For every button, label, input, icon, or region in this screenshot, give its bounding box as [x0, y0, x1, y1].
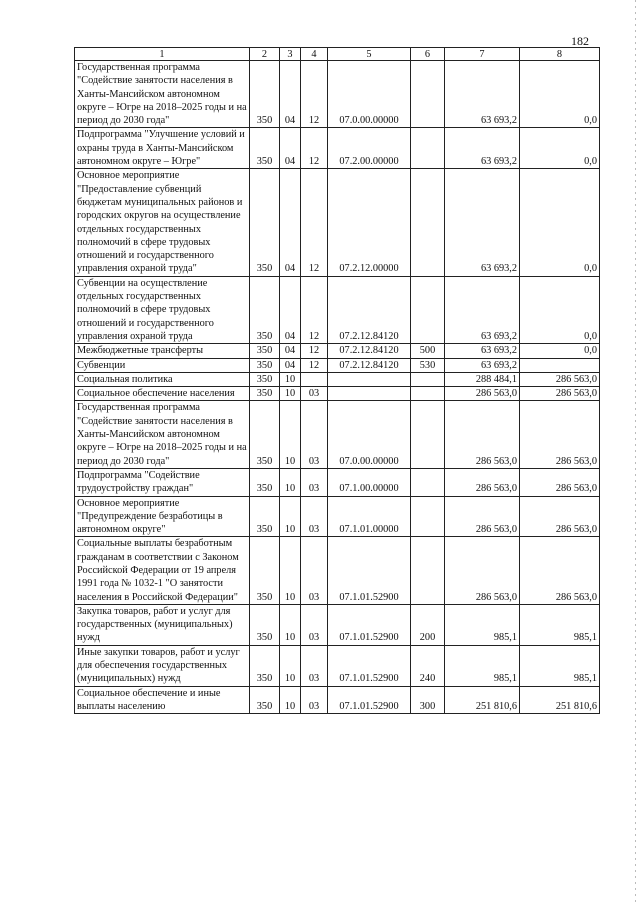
amount-col7-cell: 63 693,2: [445, 358, 520, 372]
admin-code-cell: 350: [250, 604, 280, 645]
expense-type-cell: [411, 387, 445, 401]
table-row: [75, 645, 600, 686]
expense-type-cell: [411, 401, 445, 468]
admin-code-cell: 350: [250, 128, 280, 169]
table-row: [75, 537, 600, 604]
target-article-cell: 07.1.01.00000: [328, 496, 411, 537]
page-number: 182: [571, 34, 589, 48]
table-row: [75, 401, 600, 468]
amount-col7-cell: 286 563,0: [445, 401, 520, 468]
scan-edge: [635, 0, 636, 905]
target-article-cell: 07.2.12.84120: [328, 344, 411, 358]
amount-col7-cell: 286 563,0: [445, 387, 520, 401]
section-cell: 04: [280, 344, 301, 358]
section-cell: 10: [280, 604, 301, 645]
admin-code-cell: 350: [250, 372, 280, 386]
column-header: 2: [250, 48, 280, 61]
row-name-cell: Межбюджетные трансферты: [75, 344, 250, 358]
section-cell: 04: [280, 128, 301, 169]
amount-col8-cell: 286 563,0: [520, 401, 600, 468]
expense-type-cell: [411, 537, 445, 604]
admin-code-cell: 350: [250, 468, 280, 496]
section-cell: 10: [280, 686, 301, 714]
table-row: [75, 604, 600, 645]
column-number-row: [75, 48, 600, 61]
amount-col7-cell: 286 563,0: [445, 537, 520, 604]
subsection-cell: 12: [301, 61, 328, 128]
amount-col7-cell: 63 693,2: [445, 276, 520, 343]
subsection-cell: 12: [301, 128, 328, 169]
admin-code-cell: 350: [250, 358, 280, 372]
amount-col8-cell: 0,0: [520, 61, 600, 128]
target-article-cell: 07.2.12.00000: [328, 169, 411, 276]
amount-col7-cell: 985,1: [445, 645, 520, 686]
row-name-cell: Подпрограмма "Улучшение условий и охраны труда в Ханты-Мансийском автономном округе – Югре": [75, 128, 250, 169]
table-row: [75, 169, 600, 276]
amount-col8-cell: 985,1: [520, 645, 600, 686]
amount-col7-cell: 286 563,0: [445, 496, 520, 537]
amount-col8-cell: 0,0: [520, 128, 600, 169]
column-header: 6: [411, 48, 445, 61]
amount-col7-cell: 985,1: [445, 604, 520, 645]
table-row: [75, 686, 600, 714]
table-body: [75, 61, 600, 714]
amount-col8-cell: 286 563,0: [520, 372, 600, 386]
table-row: [75, 372, 600, 386]
target-article-cell: 07.1.01.52900: [328, 604, 411, 645]
amount-col8-cell: 286 563,0: [520, 387, 600, 401]
amount-col7-cell: 63 693,2: [445, 344, 520, 358]
section-cell: 10: [280, 496, 301, 537]
amount-col7-cell: 63 693,2: [445, 128, 520, 169]
row-name-cell: Субвенции: [75, 358, 250, 372]
section-cell: 10: [280, 372, 301, 386]
subsection-cell: 03: [301, 401, 328, 468]
expense-type-cell: [411, 496, 445, 537]
column-header: 4: [301, 48, 328, 61]
row-name-cell: Основное мероприятие "Предупреждение безработицы в автономном округе": [75, 496, 250, 537]
subsection-cell: 03: [301, 468, 328, 496]
amount-col8-cell: 0,0: [520, 169, 600, 276]
section-cell: 10: [280, 645, 301, 686]
admin-code-cell: 350: [250, 344, 280, 358]
expense-type-cell: 300: [411, 686, 445, 714]
expense-type-cell: 530: [411, 358, 445, 372]
expense-type-cell: [411, 61, 445, 128]
expense-type-cell: [411, 372, 445, 386]
section-cell: 04: [280, 358, 301, 372]
section-cell: 04: [280, 276, 301, 343]
section-cell: 10: [280, 387, 301, 401]
amount-col8-cell: 0,0: [520, 344, 600, 358]
amount-col8-cell: 985,1: [520, 604, 600, 645]
section-cell: 04: [280, 61, 301, 128]
row-name-cell: Социальное обеспечение и иные выплаты населению: [75, 686, 250, 714]
table-row: [75, 276, 600, 343]
row-name-cell: Закупка товаров, работ и услуг для государственных (муниципальных) нужд: [75, 604, 250, 645]
table-row: [75, 61, 600, 128]
column-header: 3: [280, 48, 301, 61]
amount-col8-cell: 251 810,6: [520, 686, 600, 714]
target-article-cell: 07.1.01.52900: [328, 686, 411, 714]
amount-col7-cell: 63 693,2: [445, 169, 520, 276]
target-article-cell: 07.2.12.84120: [328, 276, 411, 343]
column-header: 7: [445, 48, 520, 61]
subsection-cell: [301, 372, 328, 386]
amount-col8-cell: 286 563,0: [520, 496, 600, 537]
column-header: 8: [520, 48, 600, 61]
admin-code-cell: 350: [250, 496, 280, 537]
amount-col8-cell: [520, 358, 600, 372]
expense-type-cell: 240: [411, 645, 445, 686]
row-name-cell: Социальная политика: [75, 372, 250, 386]
subsection-cell: 03: [301, 686, 328, 714]
expense-type-cell: 500: [411, 344, 445, 358]
target-article-cell: 07.0.00.00000: [328, 401, 411, 468]
target-article-cell: 07.2.00.00000: [328, 128, 411, 169]
subsection-cell: 03: [301, 387, 328, 401]
admin-code-cell: 350: [250, 537, 280, 604]
table-row: [75, 128, 600, 169]
row-name-cell: Социальные выплаты безработным гражданам в соответствии с Законом Российской Федерации от 19 апреля 1991 года № 1032-1 "О занятости населения в Российской Федерации": [75, 537, 250, 604]
amount-col8-cell: 0,0: [520, 276, 600, 343]
section-cell: 10: [280, 401, 301, 468]
expense-type-cell: [411, 169, 445, 276]
amount-col7-cell: 63 693,2: [445, 61, 520, 128]
row-name-cell: Государственная программа "Содействие занятости населения в Ханты-Мансийском автономном округе – Югре на 2018–2025 годы и на период до 2030 года": [75, 61, 250, 128]
column-header: 1: [75, 48, 250, 61]
row-name-cell: Социальное обеспечение населения: [75, 387, 250, 401]
admin-code-cell: 350: [250, 645, 280, 686]
section-cell: 10: [280, 537, 301, 604]
target-article-cell: 07.0.00.00000: [328, 61, 411, 128]
subsection-cell: 12: [301, 169, 328, 276]
target-article-cell: [328, 387, 411, 401]
expense-type-cell: 200: [411, 604, 445, 645]
table-row: [75, 496, 600, 537]
target-article-cell: 07.1.01.52900: [328, 645, 411, 686]
row-name-cell: Государственная программа "Содействие занятости населения в Ханты-Мансийском автономном округе – Югре на 2018–2025 годы и на период до 2030 года": [75, 401, 250, 468]
section-cell: 10: [280, 468, 301, 496]
expense-type-cell: [411, 128, 445, 169]
row-name-cell: Субвенции на осуществление отдельных государственных полномочий в сфере трудовых отношений и государственного управления охраной труда: [75, 276, 250, 343]
subsection-cell: 03: [301, 604, 328, 645]
target-article-cell: 07.2.12.84120: [328, 358, 411, 372]
section-cell: 04: [280, 169, 301, 276]
subsection-cell: 12: [301, 276, 328, 343]
table-row: [75, 358, 600, 372]
expense-type-cell: [411, 276, 445, 343]
subsection-cell: 03: [301, 496, 328, 537]
table-row: [75, 344, 600, 358]
subsection-cell: 03: [301, 645, 328, 686]
expense-type-cell: [411, 468, 445, 496]
admin-code-cell: 350: [250, 686, 280, 714]
row-name-cell: Иные закупки товаров, работ и услуг для обеспечения государственных (муниципальных) нужд: [75, 645, 250, 686]
target-article-cell: 07.1.00.00000: [328, 468, 411, 496]
budget-table: [74, 47, 600, 714]
admin-code-cell: 350: [250, 387, 280, 401]
row-name-cell: Подпрограмма "Содействие трудоустройству граждан": [75, 468, 250, 496]
amount-col7-cell: 286 563,0: [445, 468, 520, 496]
admin-code-cell: 350: [250, 61, 280, 128]
admin-code-cell: 350: [250, 401, 280, 468]
admin-code-cell: 350: [250, 169, 280, 276]
target-article-cell: 07.1.01.52900: [328, 537, 411, 604]
row-name-cell: Основное мероприятие "Предоставление субвенций бюджетам муниципальных районов и городских округов на осуществление отдельных государственных полномочий в сфере трудовых отношений и государственного управления охраной труда": [75, 169, 250, 276]
table-row: [75, 387, 600, 401]
table-row: [75, 468, 600, 496]
subsection-cell: 12: [301, 344, 328, 358]
target-article-cell: [328, 372, 411, 386]
subsection-cell: 12: [301, 358, 328, 372]
subsection-cell: 03: [301, 537, 328, 604]
amount-col8-cell: 286 563,0: [520, 468, 600, 496]
admin-code-cell: 350: [250, 276, 280, 343]
column-header: 5: [328, 48, 411, 61]
amount-col7-cell: 288 484,1: [445, 372, 520, 386]
amount-col8-cell: 286 563,0: [520, 537, 600, 604]
amount-col7-cell: 251 810,6: [445, 686, 520, 714]
